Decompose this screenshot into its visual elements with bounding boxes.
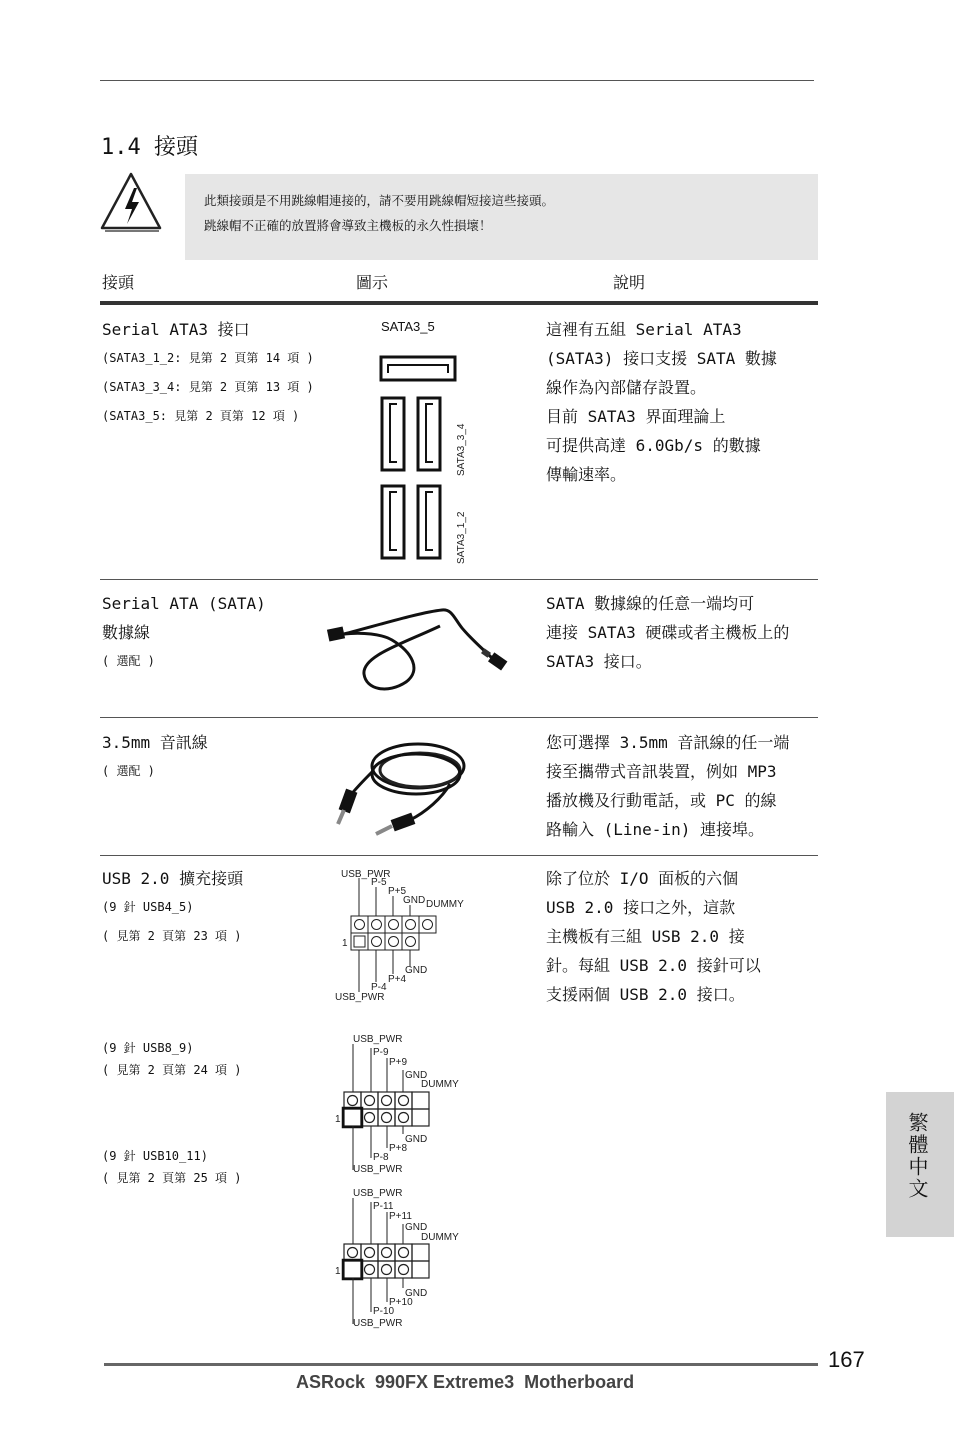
- pin-label: 1: [335, 1266, 341, 1277]
- pin-label: P-11: [373, 1201, 394, 1212]
- pin-label: DUMMY: [421, 1079, 459, 1090]
- pin-label: USB_PWR: [353, 1318, 403, 1329]
- desc-line: 連接 SATA3 硬碟或者主機板上的: [546, 623, 790, 642]
- pin-label: P-5: [371, 877, 387, 888]
- desc-line: 傳輸速率。: [546, 465, 627, 484]
- desc-line: 可提供高達 6.0Gb/s 的數據: [546, 436, 761, 455]
- row-title: 數據線: [102, 623, 151, 642]
- header-connector: 接頭: [102, 273, 135, 292]
- header-description: 說明: [613, 273, 646, 292]
- row-sata-cable-left: [102, 589, 266, 676]
- row-note: ( 選配 ): [102, 654, 155, 668]
- row-sata3-desc: [546, 315, 777, 489]
- desc-line: 支援兩個 USB 2.0 接口。: [546, 985, 745, 1004]
- page-number: 167: [828, 1347, 865, 1372]
- sata3-3-4-label: SATA3_3_4: [456, 423, 467, 476]
- row-divider: [100, 579, 818, 580]
- row-audio-left: [102, 728, 208, 786]
- row-title: 3.5mm 音訊線: [102, 733, 208, 752]
- pin-label: P+8: [389, 1143, 408, 1154]
- pin-label: P+5: [388, 886, 407, 897]
- pin-label: P+9: [389, 1057, 408, 1068]
- sata3-5-label: SATA3_5: [381, 319, 435, 334]
- pin-label: GND: [405, 1288, 428, 1299]
- row-note: (SATA3_3_4: 見第 2 頁第 13 項 ): [102, 380, 314, 394]
- row-note: (9 針 USB8_9): [102, 1041, 194, 1055]
- pin-label: GND: [405, 1134, 428, 1145]
- row-title: USB 2.0 擴充接頭: [102, 869, 244, 888]
- row-title: Serial ATA3 接口: [102, 320, 250, 339]
- row-sata-cable-desc: [546, 589, 789, 676]
- usb-header-diagram-b: [333, 1030, 473, 1178]
- pin-label: P-10: [373, 1306, 395, 1317]
- desc-line: 線作為內部儲存設置。: [546, 378, 707, 397]
- footer-product: ASRock 990FX Extreme3 Motherboard: [296, 1372, 635, 1392]
- section-title: 1.4 接頭: [101, 135, 198, 160]
- warning-box: [185, 174, 818, 260]
- pin-label: GND: [403, 895, 426, 906]
- row-note: (9 針 USB10_11): [102, 1149, 208, 1163]
- usb-header-diagram-a: [333, 866, 468, 1006]
- desc-line: USB 2.0 接口之外，這款: [546, 898, 736, 917]
- desc-line: 主機板有三組 USB 2.0 接: [546, 927, 745, 946]
- warning-line: 跳線帽不正確的放置將會導致主機板的永久性損壞！: [204, 218, 492, 233]
- warning-line: 此類接頭是不用跳線帽連接的，請不要用跳線帽短接這些接頭。: [204, 193, 555, 208]
- desc-line: SATA 數據線的任意一端均可: [546, 594, 755, 613]
- sata3-1-2-label: SATA3_1_2: [456, 511, 467, 564]
- pin-label: USB_PWR: [353, 1164, 403, 1175]
- desc-line: (SATA3) 接口支援 SATA 數據: [546, 349, 777, 368]
- pin-label: USB_PWR: [353, 1188, 403, 1199]
- sata-cable-image: [322, 604, 512, 694]
- pin-label: USB_PWR: [353, 1034, 403, 1045]
- desc-line: 您可選擇 3.5mm 音訊線的任一端: [546, 733, 790, 752]
- pin-label: DUMMY: [421, 1232, 459, 1243]
- pin-label: 1: [342, 938, 348, 949]
- audio-cable-image: [330, 726, 475, 846]
- desc-line: 除了位於 I/O 面板的六個: [546, 869, 739, 888]
- pin-label: 1: [335, 1114, 341, 1125]
- row-note: (9 針 USB4_5): [102, 900, 194, 914]
- pin-label: USB_PWR: [341, 869, 391, 880]
- row-note: ( 選配 ): [102, 764, 155, 778]
- desc-line: 播放機及行動電話，或 PC 的線: [546, 791, 777, 810]
- row-note: (SATA3_5: 見第 2 頁第 12 項 ): [102, 409, 300, 423]
- row-note: ( 見第 2 頁第 24 項 ): [102, 1063, 242, 1077]
- pin-label: P-9: [373, 1047, 389, 1058]
- desc-line: SATA3 接口。: [546, 652, 652, 671]
- row-sata3-left: [102, 315, 314, 431]
- pin-label: P-8: [373, 1152, 389, 1163]
- row-audio-desc: [546, 728, 789, 844]
- pin-label: USB_PWR: [335, 992, 385, 1003]
- header-rule: [100, 301, 818, 305]
- pin-label: GND: [405, 1222, 428, 1233]
- usb8-9-notes: [102, 1037, 241, 1081]
- language-side-tab: [886, 1092, 954, 1237]
- pin-label: GND: [405, 965, 428, 976]
- sata-connectors-diagram: [370, 340, 480, 570]
- row-note: (SATA3_1_2: 見第 2 頁第 14 項 ): [102, 351, 314, 365]
- desc-line: 目前 SATA3 界面理論上: [546, 407, 726, 426]
- pin-label: P-4: [371, 982, 387, 993]
- top-rule: [100, 80, 814, 81]
- row-usb-desc: [546, 864, 761, 1009]
- row-usb-left: [102, 864, 243, 951]
- footer-rule: [104, 1363, 818, 1366]
- desc-line: 針。每組 USB 2.0 接針可以: [546, 956, 761, 975]
- pin-label: GND: [405, 1070, 428, 1081]
- desc-line: 接至攜帶式音訊裝置，例如 MP3: [546, 762, 777, 781]
- language-tab-label: 繁體中文: [905, 1112, 929, 1200]
- row-note: ( 見第 2 頁第 23 項 ): [102, 929, 242, 943]
- desc-line: 這裡有五組 Serial ATA3: [546, 320, 742, 339]
- pin-label: P+10: [389, 1297, 413, 1308]
- pin-label: P+4: [388, 974, 407, 985]
- row-divider: [100, 717, 818, 718]
- usb-header-diagram-c: [333, 1184, 473, 1332]
- warning-icon: [99, 171, 163, 233]
- row-divider: [100, 855, 818, 856]
- header-figure: 圖示: [356, 273, 389, 292]
- row-note: ( 見第 2 頁第 25 項 ): [102, 1171, 242, 1185]
- usb10-11-notes: [102, 1145, 241, 1189]
- row-title: Serial ATA (SATA): [102, 594, 266, 613]
- pin-label: P+11: [389, 1211, 412, 1222]
- desc-line: 路輸入 (Line-in) 連接埠。: [546, 820, 764, 839]
- pin-label: DUMMY: [426, 899, 464, 910]
